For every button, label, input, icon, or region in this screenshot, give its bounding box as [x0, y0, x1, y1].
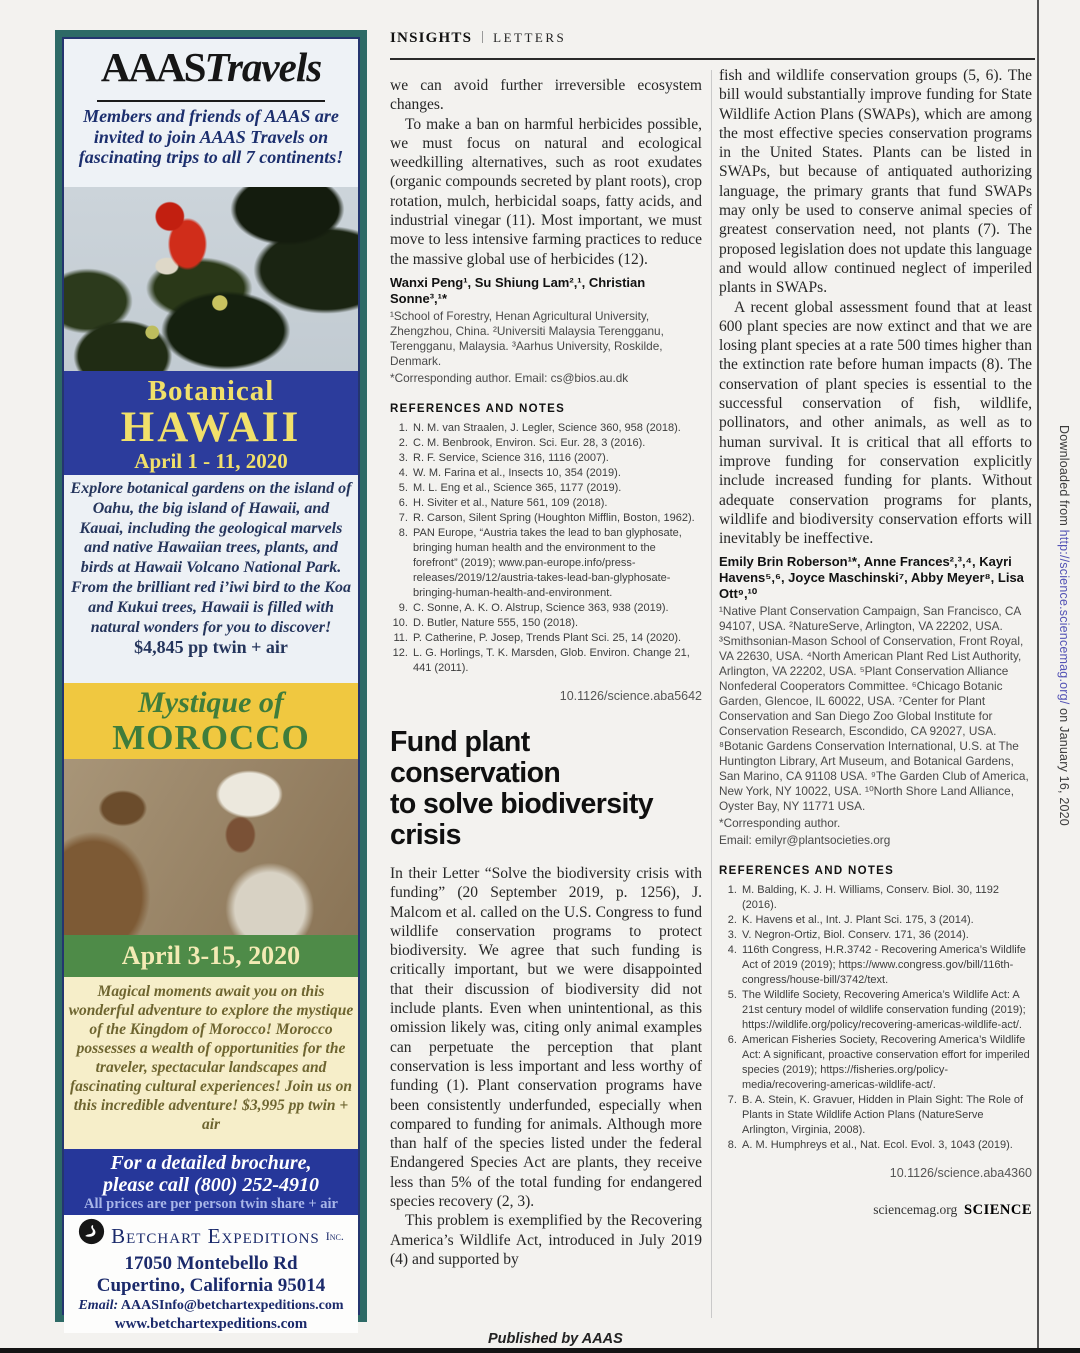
morocco-description-text: Magical moments await you on this wonderful adventure to explore the mystique of the Kingdom of Morocco! Morocco possesses a wealth of opportunities for the traveler, spectacular landscapes and fascinating cultural experiences! Join us on this incredible adventure! $3,995 pp twin + air [68, 983, 354, 1133]
letter2-authors: Emily Brin Roberson¹*, Anne Frances²,³,⁴, Kayri Havens⁵,⁶, Joyce Maschinski⁷, Abby Meyer⁸, Lisa Ott⁹,¹⁰ [719, 554, 1024, 602]
ad-frame [62, 37, 360, 1332]
reference-item: 4. W. M. Farina et al., Insects 10, 354 (2019). [411, 466, 702, 481]
hawaii-title-line1: Botanical [147, 375, 275, 407]
brochure-line1: For a detailed brochure, [110, 1152, 312, 1174]
email-label: Email: [78, 1298, 119, 1313]
reference-item: 7. B. A. Stein, K. Gravuer, Hidden in Plain Sight: The Role of Plants in State Wildlife Action Plans (NatureServe Arlington, Virginia, 2008). [740, 1093, 1032, 1138]
page-edge-line [1037, 0, 1039, 1348]
ad-header [64, 39, 358, 187]
page-bottom-edge [0, 1348, 1080, 1353]
body-paragraph: To make a ban on harmful herbicides possible, we must focus on natural and ecological weedkilling alternatives, such as root exudates (organic compounds secreted by plant roots), crop rotation, mulch, herbicidal soaps, fatty acids, and industrial vinegar (11). Most important, we must move to less intensive farming practices to reduce the massive global use of herbicides (12). [390, 115, 702, 268]
reference-item: 5. The Wildlife Society, Recovering America’s Wildlife Act: A 21st century model of wildlife conservation funding (2019); https://wildlife.org/policy/recovering-americas-wildlife-act/. [740, 988, 1032, 1033]
journal-site: sciencemag.org [873, 1202, 958, 1218]
letter1-corresponding: *Corresponding author. Email: cs@bios.au.dk [390, 370, 629, 385]
section-header [390, 29, 1035, 60]
betchart-address-line2: Cupertino, California 95014 [96, 1275, 326, 1296]
letter2-references-heading: REFERENCES AND NOTES [719, 865, 895, 878]
morocco-title-line2: MOROCCO [112, 718, 310, 757]
header-rule [390, 58, 1035, 60]
letter2-doi: 10.1126/science.aba4360 [889, 1166, 1032, 1181]
iiwi-bird-photo [64, 187, 358, 371]
reference-item: 11. P. Catherine, P. Josep, Trends Plant Sci. 25, 14 (2020). [411, 631, 702, 646]
morocco-photo [64, 759, 358, 935]
letter1-body [390, 76, 702, 269]
betchart-email-link[interactable]: AAASInfo@betchartexpeditions.com [120, 1298, 344, 1313]
reference-item: 12. L. G. Horlings, T. K. Marsden, Glob. Environ. Change 21, 441 (2011). [411, 646, 702, 676]
reference-item: 2. K. Havens et al., Int. J. Plant Sci. 175, 3 (2014). [740, 913, 1032, 928]
betchart-contact [64, 1215, 358, 1333]
letter2-title-line1: Fund plant conservation [390, 725, 561, 789]
letter1-references-list [390, 421, 702, 676]
sciencemag-url-link[interactable]: http://science.sciencemag.org/ [1057, 529, 1071, 705]
betchart-name-row [64, 1218, 358, 1253]
morocco-dates-banner: April 3-15, 2020 [64, 935, 358, 977]
journal-name: SCIENCE [964, 1202, 1032, 1219]
hawaii-description [64, 475, 358, 683]
betchart-logo-icon [78, 1218, 105, 1253]
reference-item: 9. C. Sonne, A. K. O. Alstrup, Science 363, 938 (2019). [411, 601, 702, 616]
morocco-banner [64, 683, 358, 759]
aaas-travels-ad [55, 30, 367, 1332]
letter2-title [390, 727, 702, 851]
betchart-address-line1: 17050 Montebello Rd [124, 1253, 298, 1274]
download-note-prefix: Downloaded from [1057, 425, 1071, 530]
column-divider [711, 70, 712, 1318]
reference-item: 8. A. M. Humphreys et al., Nat. Ecol. Evol. 3, 1043 (2019). [740, 1138, 1032, 1153]
middle-column [390, 76, 702, 1269]
reference-item: 10. D. Butler, Nature 555, 150 (2018). [411, 616, 702, 631]
letter1-doi: 10.1126/science.aba5642 [559, 688, 702, 703]
betchart-company-name: Betchart Expeditions [111, 1223, 320, 1248]
letter1-references-heading: REFERENCES AND NOTES [390, 402, 566, 415]
betchart-email-row [64, 1297, 358, 1315]
letter1-affiliations: ¹School of Forestry, Henan Agricultural University, Zhengzhou, China. ²Universiti Malaysia Terengganu, Terengganu, Malaysia. ³Aarhus University, Roskilde, Denmark. [390, 308, 664, 368]
body-paragraph: A recent global assessment found that at least 600 plant species are now extinct and that we are losing plant species at a rate 500 times higher than the extinction rate before human impacts (8). The conservation of plant species is essential to the successful conservation of fish, wildlife, pollinators, and other animals, as well as to human survival. It is critical that all efforts to improve funding for conservation explicitly include increased funding for plants. Without adequate conservation programs for plants, wildlife and biodiversity conservation efforts will inevitably be ineffective. [719, 298, 1032, 548]
letter2-title-line2: to solve biodiversity crisis [390, 787, 653, 851]
ad-invite-text: Members and friends of AAAS are invited to join AAAS Travels on fascinating trips to all 7 continents! [78, 106, 344, 167]
body-paragraph: This problem is exemplified by the Recovering America’s Wildlife Act, introduced in July 2019 (4) and supported by [390, 1212, 702, 1268]
reference-item: 8. PAN Europe, “Austria takes the lead to ban glyphosate, bringing human health and the environment to the forefront” (2019); www.pan-europe.info/press-releases/2019/12/austria-takes-lead-ban-glyphosate-bringing-human-health-and-environment. [411, 526, 702, 601]
reference-item: 3. R. F. Service, Science 316, 1116 (2007). [411, 451, 702, 466]
download-note [1041, 425, 1071, 915]
reference-item: 4. 116th Congress, H.R.3742 - Recovering America’s Wildlife Act of 2019 (2019); https://www.congress.gov/bill/116th-congress/house-bill/3742/text. [740, 943, 1032, 988]
body-paragraph: In their Letter “Solve the biodiversity crisis with funding” (20 September 2019, p. 1256), J. Malcom et al. called on the U.S. Congress to fund wildlife conservation programs to protect biodiversity. We agree that such funding is critically important, but we were disappointed that their discussion of biodiversity did not include plants. Even when unintentional, as this omission likely was, citing only animal examples can perpetuate the perception that plant conservation is less important and less worthy of funding (1). Plant conservation programs have been consistently underfunded, especially when compared to funding for animals. Although more than half of the species listed under the federal Endangered Species Act are plants, they receive less than 5% of the total funding for endangered species recovery (2, 3). [390, 864, 702, 1211]
subsection-label: LETTERS [493, 30, 567, 45]
letter2-body-col2 [719, 66, 1032, 548]
morocco-description [64, 977, 358, 1149]
section-label: INSIGHTS [390, 30, 473, 46]
header-divider [482, 31, 483, 43]
brochure-note: All prices are per person twin share + air [84, 1196, 338, 1212]
body-paragraph: we can avoid further irreversible ecosystem changes. [390, 77, 702, 114]
travels-wordmark: Travels [204, 44, 322, 90]
reference-item: 5. M. L. Eng et al., Science 365, 1177 (2019). [411, 481, 702, 496]
published-by-note: Published by AAAS [488, 1331, 623, 1347]
hawaii-price: $4,845 pp twin + air [134, 637, 288, 658]
morocco-title-line1: Mystique of [138, 686, 284, 719]
hawaii-dates: April 1 - 11, 2020 [134, 449, 288, 473]
reference-item: 3. V. Negron-Ortiz, Biol. Conserv. 171, 36 (2014). [740, 928, 1032, 943]
aaas-wordmark: AAAS [100, 44, 205, 90]
reference-item: 7. R. Carson, Silent Spring (Houghton Mifflin, Boston, 1962). [411, 511, 702, 526]
reference-item: 6. H. Siviter et al., Nature 561, 109 (2018). [411, 496, 702, 511]
hawaii-title-line2: HAWAII [120, 404, 302, 451]
letter2-email: Email: emilyr@plantsocieties.org [719, 833, 891, 848]
journal-footer [719, 1202, 1032, 1219]
betchart-website-link[interactable]: www.betchartexpeditions.com [114, 1316, 308, 1332]
betchart-company-suffix: Inc. [325, 1228, 344, 1243]
reference-item: 2. C. M. Benbrook, Environ. Sci. Eur. 28, 3 (2016). [411, 436, 702, 451]
right-column [719, 66, 1032, 1219]
brochure-phone: please call (800) 252-4910 [102, 1174, 320, 1196]
letter2-references-list [719, 883, 1032, 1153]
download-note-suffix: on January 16, 2020 [1057, 704, 1071, 826]
body-paragraph: fish and wildlife conservation groups (5, 6). The bill would substantially improve funding for State Wildlife Action Plans (SWAPs), which are among the most effective species conservation programs in the United States. Plants can be listed in SWAPs, but because of antiquated authorizing language, the primary grants that fund SWAPs may only be used to conserve animal species of greatest conservation need, not plants (7). The proposed legislation does not update this language and would allow continued neglect of imperiled plants in SWAPs. [719, 67, 1032, 297]
letter2-body-col1 [390, 864, 702, 1269]
letter2-corresponding: *Corresponding author. [719, 816, 841, 831]
reference-item: 6. American Fisheries Society, Recovering America’s Wildlife Act: A significant, proactive conservation effort for imperiled species (2019); https://fisheries.org/policy-media/recovering-americas-wildlife-act/. [740, 1033, 1032, 1093]
letter1-authors: Wanxi Peng¹, Su Shiung Lam²,¹, Christian Sonne³,¹* [390, 274, 646, 306]
brochure-box [64, 1149, 358, 1215]
aaas-travels-logo [97, 45, 325, 102]
letter2-affiliations: ¹Native Plant Conservation Campaign, San Francisco, CA 94107, USA. ²NatureServe, Arlington, VA 22202, USA. ³Smithsonian-Mason School of Conservation, Front Royal, VA 22630, USA. ⁴North American Plant Red List Authority, Arlington, VA 22202, USA. ⁵Plant Conservation Alliance Nonfederal Cooperators Committee. ⁶Chicago Botanic Garden, Glencoe, IL 60022, USA. ⁷Center for Plant Conservation and San Diego Zoo Global Institute for Conservation Research, Escondido, CA 92027, USA. ⁸Botanic Gardens Conservation International, U.S. at The Huntington Library, Art Museum, and Botanical Gardens, San Marino, CA 91108 USA. ⁹The Garden Club of America, New York, NY 10022, USA. ¹⁰North Shore Land Alliance, Oyster Bay, NY 11771 USA. [719, 604, 1029, 814]
reference-item: 1. M. Balding, K. J. H. Williams, Conserv. Biol. 30, 1192 (2016). [740, 883, 1032, 913]
hawaii-description-text: Explore botanical gardens on the island of Oahu, the big island of Hawaii, and Kauai, including the geological marvels and native Hawaiian trees, plants, and birds at Hawaii Volcano National Park. From the brilliant red i’iwi bird to the Koa and Kukui trees, Hawaii is filled with natural wonders for you to discover! [70, 480, 352, 636]
reference-item: 1. N. M. van Straalen, J. Legler, Science 360, 958 (2018). [411, 421, 702, 436]
hawaii-banner [64, 371, 358, 475]
